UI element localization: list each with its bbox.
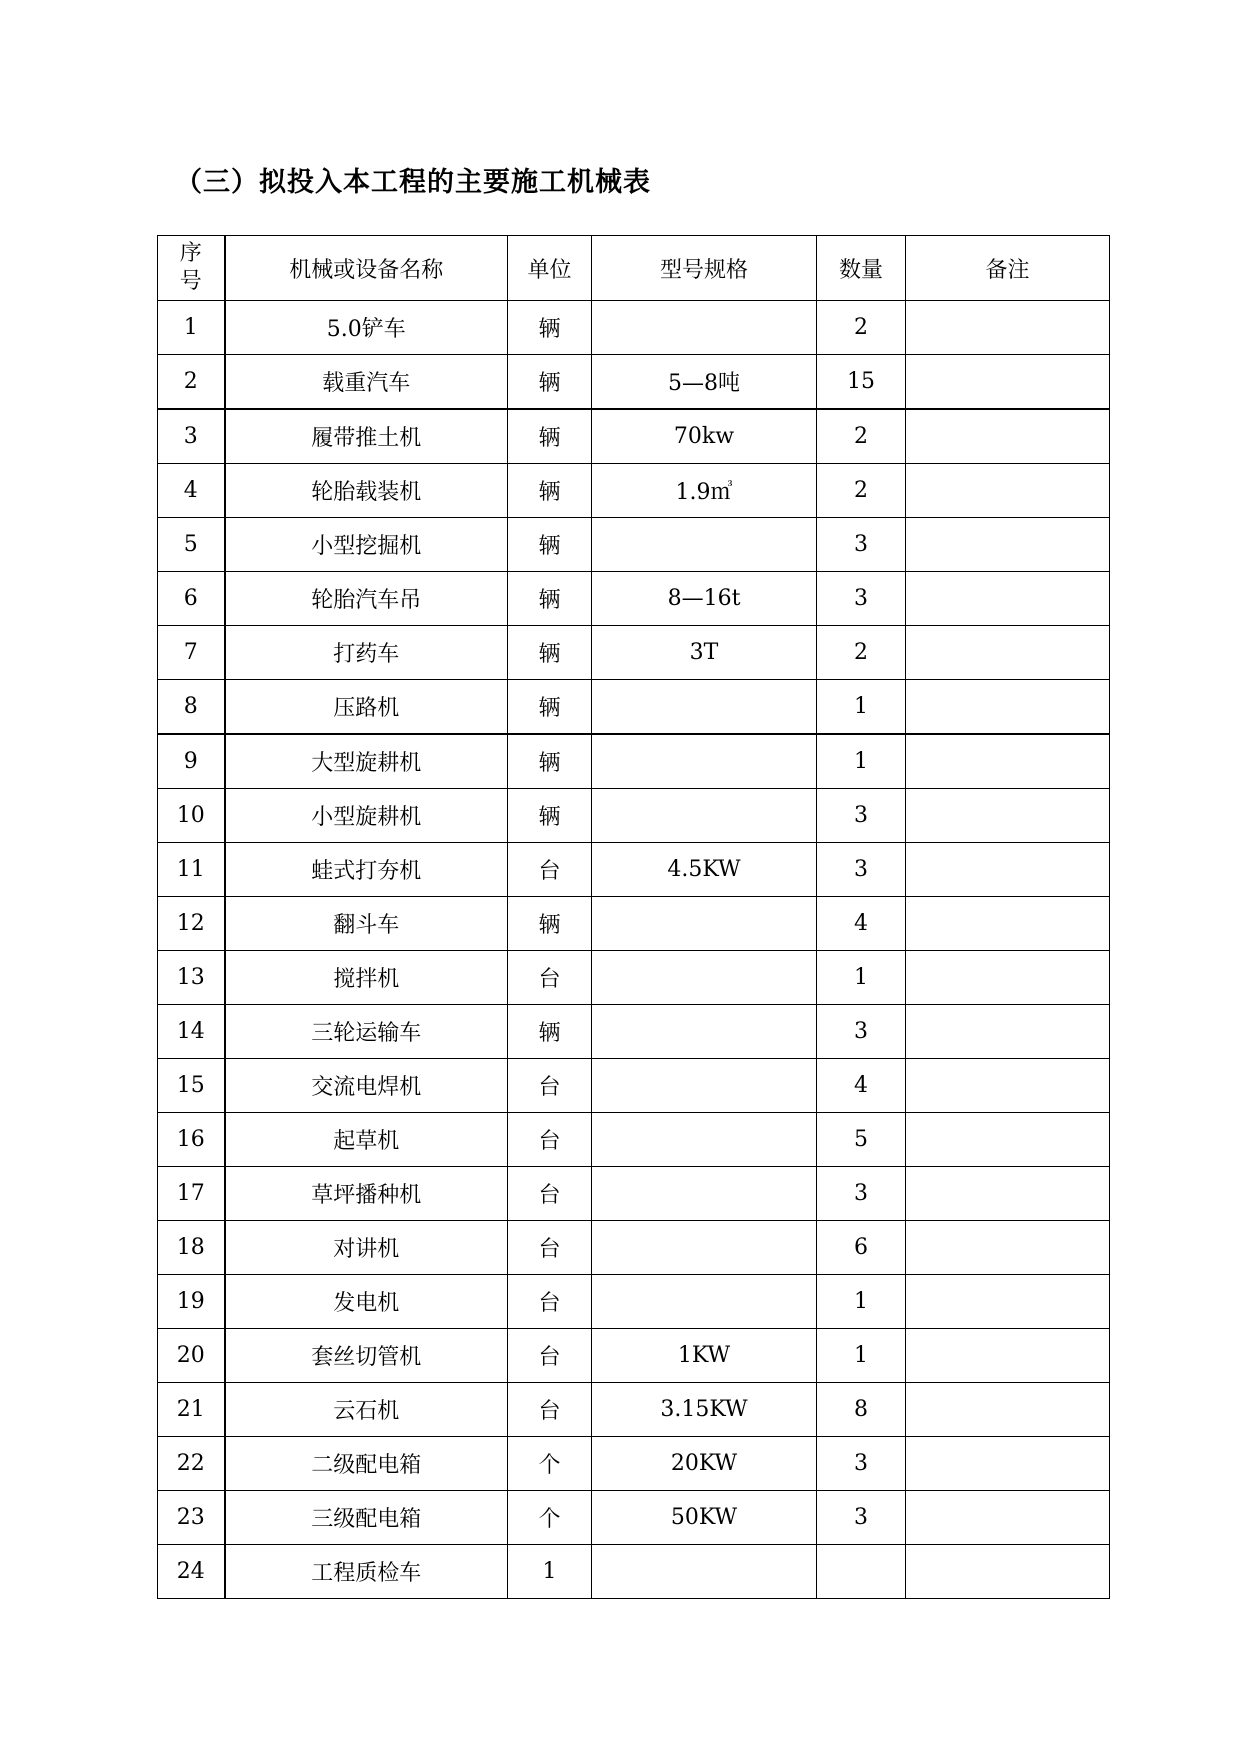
cell-seq: 17 bbox=[158, 1167, 225, 1221]
cell-name: 二级配电箱 bbox=[225, 1437, 508, 1491]
table-row bbox=[158, 1059, 1110, 1113]
cell-seq: 24 bbox=[158, 1545, 225, 1599]
cell-spec bbox=[592, 1167, 817, 1221]
page-title: （三）拟投入本工程的主要施工机械表 bbox=[175, 167, 651, 198]
table-row bbox=[158, 897, 1110, 951]
cell-unit: 辆 bbox=[508, 355, 592, 410]
cell-note bbox=[906, 1113, 1110, 1167]
cell-note bbox=[906, 301, 1110, 355]
cell-name: 翻斗车 bbox=[225, 897, 508, 951]
cell-spec bbox=[592, 1221, 817, 1275]
cell-note bbox=[906, 897, 1110, 951]
cell-qty: 1 bbox=[817, 1329, 906, 1383]
cell-unit: 辆 bbox=[508, 409, 592, 464]
cell-qty: 5 bbox=[817, 1113, 906, 1167]
equipment-table bbox=[157, 235, 1110, 1599]
cell-name: 压路机 bbox=[225, 680, 508, 735]
cell-qty: 6 bbox=[817, 1221, 906, 1275]
cell-unit: 辆 bbox=[508, 734, 592, 789]
cell-qty: 15 bbox=[817, 355, 906, 410]
cell-name: 对讲机 bbox=[225, 1221, 508, 1275]
cell-qty: 2 bbox=[817, 626, 906, 680]
cell-seq: 13 bbox=[158, 951, 225, 1005]
cell-note bbox=[906, 1221, 1110, 1275]
cell-unit: 辆 bbox=[508, 789, 592, 843]
cell-note bbox=[906, 789, 1110, 843]
cell-name: 轮胎载装机 bbox=[225, 464, 508, 518]
header-qty: 数量 bbox=[817, 236, 906, 301]
table-row bbox=[158, 789, 1110, 843]
cell-name: 工程质检车 bbox=[225, 1545, 508, 1599]
cell-seq: 22 bbox=[158, 1437, 225, 1491]
cell-spec bbox=[592, 1545, 817, 1599]
cell-spec bbox=[592, 301, 817, 355]
cell-unit: 1 bbox=[508, 1545, 592, 1599]
table-header-row bbox=[158, 236, 1110, 301]
cell-unit: 台 bbox=[508, 1275, 592, 1329]
cell-name: 草坪播种机 bbox=[225, 1167, 508, 1221]
cell-seq: 16 bbox=[158, 1113, 225, 1167]
cell-seq: 10 bbox=[158, 789, 225, 843]
cell-unit: 辆 bbox=[508, 626, 592, 680]
cell-seq: 7 bbox=[158, 626, 225, 680]
cell-name: 打药车 bbox=[225, 626, 508, 680]
cell-note bbox=[906, 680, 1110, 735]
cell-qty bbox=[817, 1545, 906, 1599]
cell-note bbox=[906, 1275, 1110, 1329]
cell-unit: 台 bbox=[508, 1059, 592, 1113]
cell-qty: 3 bbox=[817, 1167, 906, 1221]
cell-qty: 8 bbox=[817, 1383, 906, 1437]
cell-seq: 2 bbox=[158, 355, 225, 410]
cell-spec: 3.15KW bbox=[592, 1383, 817, 1437]
cell-seq: 11 bbox=[158, 843, 225, 897]
cell-qty: 1 bbox=[817, 680, 906, 735]
table-row bbox=[158, 626, 1110, 680]
cell-name: 履带推土机 bbox=[225, 409, 508, 464]
cell-spec bbox=[592, 1059, 817, 1113]
cell-qty: 1 bbox=[817, 734, 906, 789]
table-row bbox=[158, 1329, 1110, 1383]
cell-seq: 21 bbox=[158, 1383, 225, 1437]
cell-unit: 辆 bbox=[508, 518, 592, 572]
cell-qty: 2 bbox=[817, 409, 906, 464]
cell-qty: 3 bbox=[817, 518, 906, 572]
cell-note bbox=[906, 355, 1110, 410]
table-row bbox=[158, 1491, 1110, 1545]
cell-unit: 辆 bbox=[508, 1005, 592, 1059]
cell-seq: 5 bbox=[158, 518, 225, 572]
cell-name: 小型旋耕机 bbox=[225, 789, 508, 843]
table-row bbox=[158, 843, 1110, 897]
cell-note bbox=[906, 1383, 1110, 1437]
cell-spec: 70kw bbox=[592, 409, 817, 464]
cell-seq: 4 bbox=[158, 464, 225, 518]
cell-name: 载重汽车 bbox=[225, 355, 508, 410]
table-row bbox=[158, 1167, 1110, 1221]
cell-name: 起草机 bbox=[225, 1113, 508, 1167]
cell-spec: 8—16t bbox=[592, 572, 817, 626]
cell-qty: 3 bbox=[817, 789, 906, 843]
cell-seq: 18 bbox=[158, 1221, 225, 1275]
table-row bbox=[158, 1275, 1110, 1329]
cell-qty: 2 bbox=[817, 464, 906, 518]
table-body bbox=[158, 301, 1110, 1599]
cell-spec bbox=[592, 734, 817, 789]
cell-note bbox=[906, 409, 1110, 464]
cell-unit: 辆 bbox=[508, 572, 592, 626]
cell-qty: 3 bbox=[817, 1005, 906, 1059]
cell-name: 云石机 bbox=[225, 1383, 508, 1437]
cell-qty: 3 bbox=[817, 843, 906, 897]
cell-qty: 2 bbox=[817, 301, 906, 355]
cell-spec: 20KW bbox=[592, 1437, 817, 1491]
cell-unit: 台 bbox=[508, 1167, 592, 1221]
cell-spec bbox=[592, 1113, 817, 1167]
cell-spec bbox=[592, 951, 817, 1005]
table-row bbox=[158, 464, 1110, 518]
cell-unit: 台 bbox=[508, 1329, 592, 1383]
cell-seq: 1 bbox=[158, 301, 225, 355]
cell-name: 三轮运输车 bbox=[225, 1005, 508, 1059]
cell-note bbox=[906, 734, 1110, 789]
cell-spec: 50KW bbox=[592, 1491, 817, 1545]
cell-qty: 4 bbox=[817, 1059, 906, 1113]
cell-seq: 9 bbox=[158, 734, 225, 789]
cell-unit: 台 bbox=[508, 1221, 592, 1275]
table-row bbox=[158, 1221, 1110, 1275]
cell-qty: 3 bbox=[817, 1491, 906, 1545]
cell-note bbox=[906, 1005, 1110, 1059]
cell-note bbox=[906, 1437, 1110, 1491]
header-seq-line1: 序 bbox=[179, 241, 202, 266]
cell-seq: 14 bbox=[158, 1005, 225, 1059]
cell-note bbox=[906, 572, 1110, 626]
cell-unit: 辆 bbox=[508, 464, 592, 518]
cell-name: 轮胎汽车吊 bbox=[225, 572, 508, 626]
header-name: 机械或设备名称 bbox=[225, 236, 508, 301]
cell-unit: 台 bbox=[508, 843, 592, 897]
cell-note bbox=[906, 1491, 1110, 1545]
cell-note bbox=[906, 464, 1110, 518]
cell-spec bbox=[592, 680, 817, 735]
table-row bbox=[158, 1383, 1110, 1437]
cell-name: 5.0铲车 bbox=[225, 301, 508, 355]
cell-spec: 3T bbox=[592, 626, 817, 680]
cell-unit: 台 bbox=[508, 1113, 592, 1167]
cell-unit: 个 bbox=[508, 1437, 592, 1491]
table-row bbox=[158, 951, 1110, 1005]
cell-unit: 辆 bbox=[508, 301, 592, 355]
table-row bbox=[158, 734, 1110, 789]
cell-qty: 3 bbox=[817, 572, 906, 626]
cell-spec: 4.5KW bbox=[592, 843, 817, 897]
cell-note bbox=[906, 1545, 1110, 1599]
table-row bbox=[158, 572, 1110, 626]
cell-note bbox=[906, 518, 1110, 572]
cell-name: 大型旋耕机 bbox=[225, 734, 508, 789]
cell-note bbox=[906, 843, 1110, 897]
cell-note bbox=[906, 951, 1110, 1005]
cell-spec bbox=[592, 897, 817, 951]
cell-unit: 个 bbox=[508, 1491, 592, 1545]
table-row bbox=[158, 409, 1110, 464]
cell-name: 发电机 bbox=[225, 1275, 508, 1329]
cell-spec bbox=[592, 1275, 817, 1329]
table-row bbox=[158, 1437, 1110, 1491]
cell-qty: 1 bbox=[817, 951, 906, 1005]
cell-qty: 4 bbox=[817, 897, 906, 951]
cell-seq: 6 bbox=[158, 572, 225, 626]
cell-spec bbox=[592, 789, 817, 843]
cell-seq: 8 bbox=[158, 680, 225, 735]
cell-name: 蛙式打夯机 bbox=[225, 843, 508, 897]
cell-unit: 辆 bbox=[508, 897, 592, 951]
cell-qty: 1 bbox=[817, 1275, 906, 1329]
header-seq bbox=[158, 236, 225, 301]
cell-note bbox=[906, 1329, 1110, 1383]
cell-note bbox=[906, 626, 1110, 680]
cell-qty: 3 bbox=[817, 1437, 906, 1491]
header-spec: 型号规格 bbox=[592, 236, 817, 301]
cell-seq: 20 bbox=[158, 1329, 225, 1383]
table-row bbox=[158, 1113, 1110, 1167]
table-row bbox=[158, 680, 1110, 735]
header-seq-line2: 号 bbox=[179, 269, 202, 294]
header-note: 备注 bbox=[906, 236, 1110, 301]
cell-name: 套丝切管机 bbox=[225, 1329, 508, 1383]
cell-name: 三级配电箱 bbox=[225, 1491, 508, 1545]
cell-note bbox=[906, 1167, 1110, 1221]
cell-seq: 15 bbox=[158, 1059, 225, 1113]
header-unit: 单位 bbox=[508, 236, 592, 301]
cell-unit: 台 bbox=[508, 1383, 592, 1437]
cell-name: 交流电焊机 bbox=[225, 1059, 508, 1113]
table-row bbox=[158, 301, 1110, 355]
cell-note bbox=[906, 1059, 1110, 1113]
cell-name: 搅拌机 bbox=[225, 951, 508, 1005]
cell-unit: 台 bbox=[508, 951, 592, 1005]
cell-seq: 23 bbox=[158, 1491, 225, 1545]
cell-spec: 1.9㎥ bbox=[592, 464, 817, 518]
table-row bbox=[158, 1545, 1110, 1599]
cell-spec: 1KW bbox=[592, 1329, 817, 1383]
table-row bbox=[158, 518, 1110, 572]
cell-seq: 19 bbox=[158, 1275, 225, 1329]
table-row bbox=[158, 355, 1110, 410]
cell-seq: 12 bbox=[158, 897, 225, 951]
cell-name: 小型挖掘机 bbox=[225, 518, 508, 572]
cell-unit: 辆 bbox=[508, 680, 592, 735]
cell-seq: 3 bbox=[158, 409, 225, 464]
cell-spec: 5—8吨 bbox=[592, 355, 817, 410]
cell-spec bbox=[592, 1005, 817, 1059]
table-row bbox=[158, 1005, 1110, 1059]
cell-spec bbox=[592, 518, 817, 572]
